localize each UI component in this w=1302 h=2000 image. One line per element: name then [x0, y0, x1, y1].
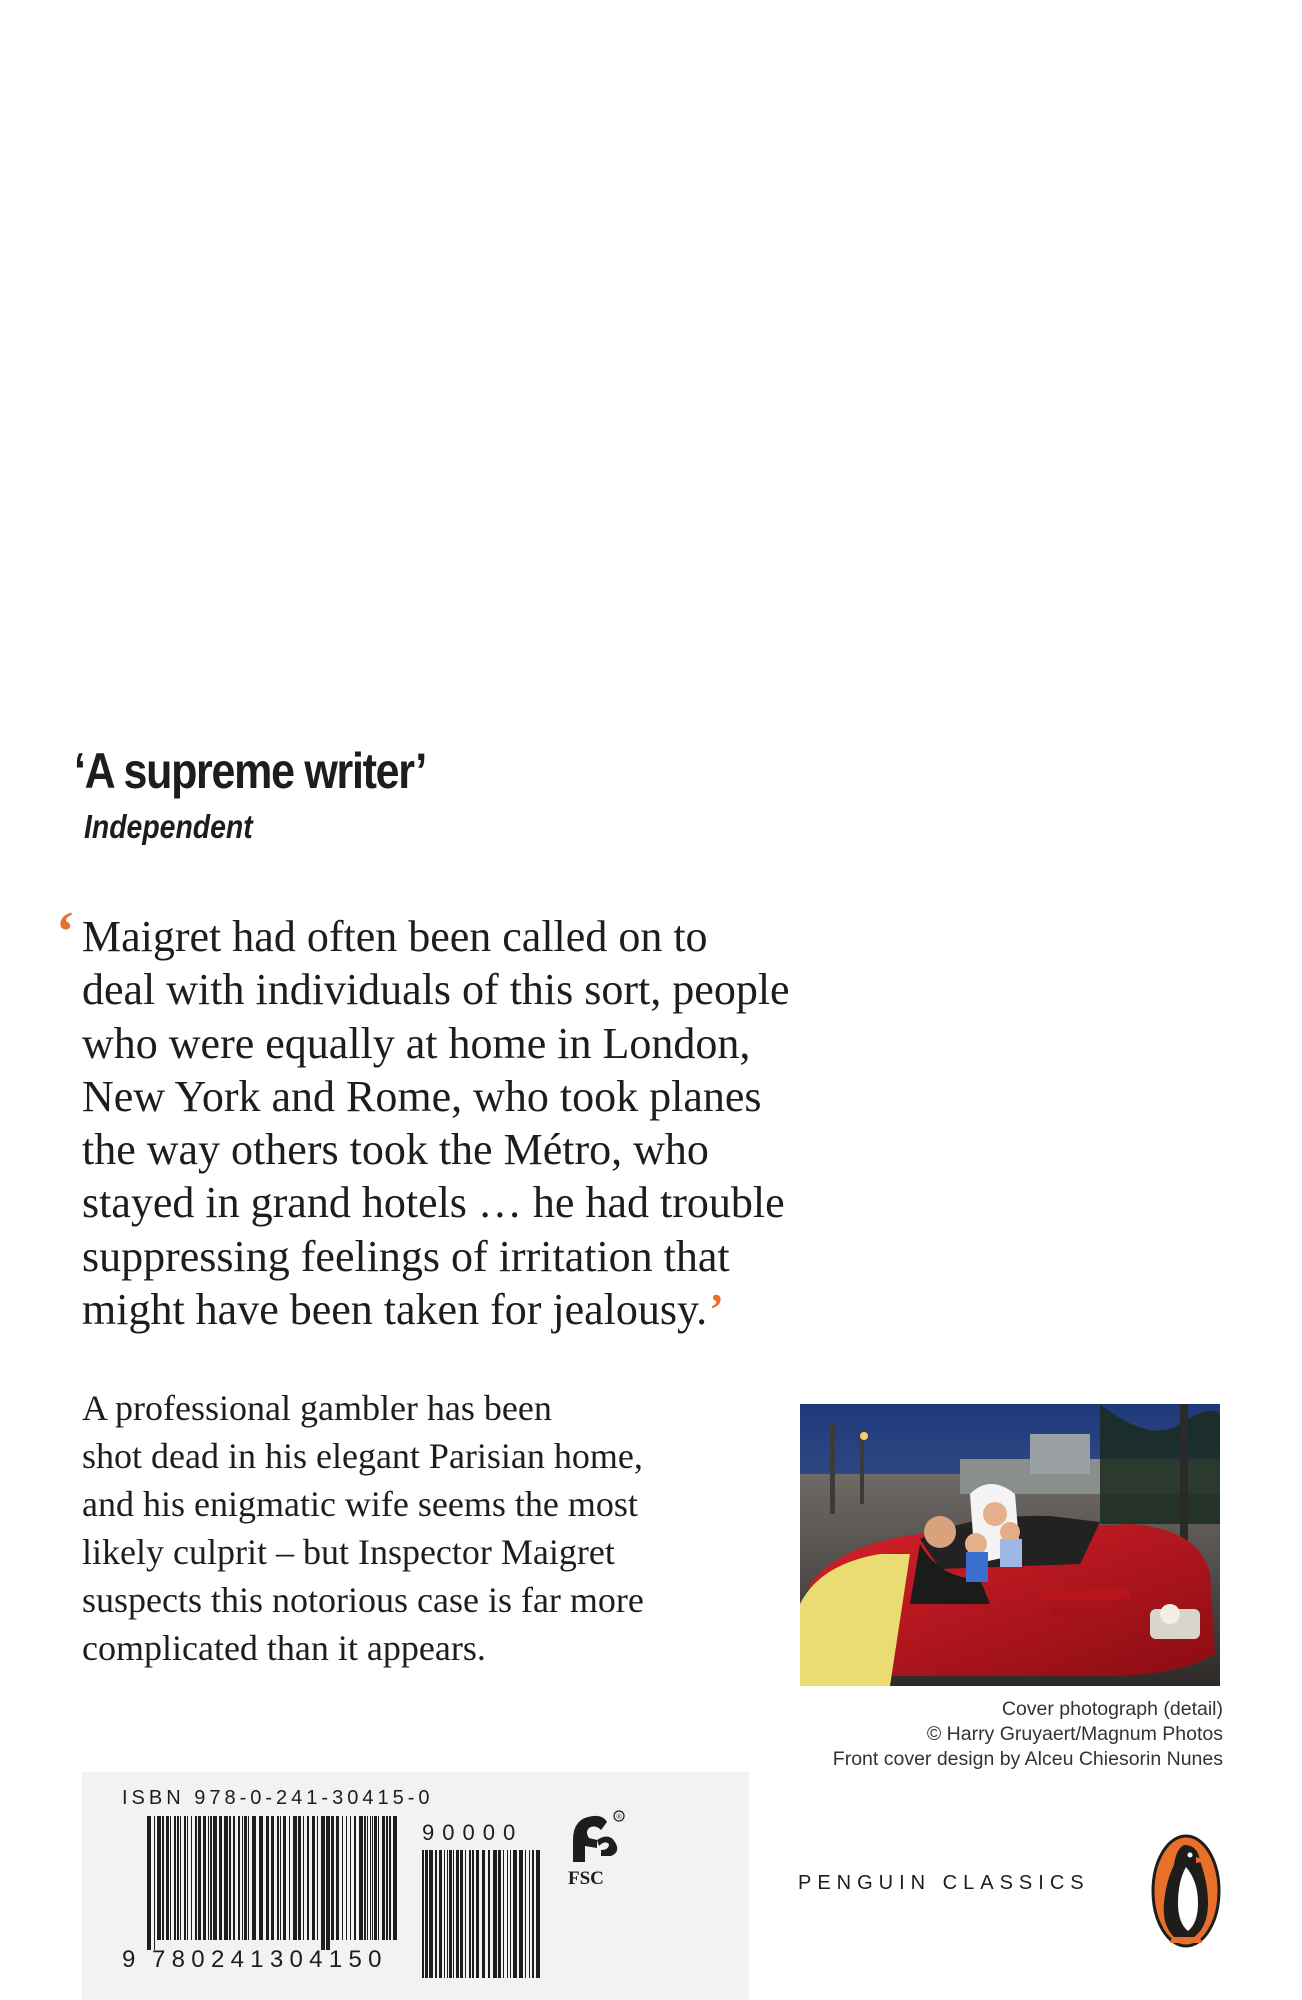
price-bar	[447, 1850, 448, 1978]
barcode-bar	[326, 1816, 330, 1950]
price-bar	[536, 1850, 540, 1978]
barcode-bar	[147, 1816, 151, 1950]
barcode-bar	[203, 1816, 206, 1940]
barcode-bar	[354, 1816, 356, 1940]
barcode-bar	[187, 1816, 188, 1940]
penguin-logo	[1150, 1833, 1222, 1954]
barcode-bar	[307, 1816, 309, 1940]
barcode-bar	[289, 1816, 290, 1940]
excerpt-quote	[56, 901, 902, 1336]
open-quote-mark: ‘	[56, 901, 75, 963]
price-bar	[465, 1850, 466, 1978]
price-bar	[422, 1850, 424, 1978]
excerpt-line-last	[82, 1283, 902, 1336]
barcode-bar	[367, 1816, 368, 1940]
review-source: Independent	[84, 808, 253, 845]
barcode-bar	[359, 1816, 363, 1940]
excerpt-line: stayed in grand hotels … he had trouble	[82, 1178, 785, 1228]
blurb-line: A professional gambler has been	[82, 1388, 552, 1428]
excerpt-line: the way others took the Métro, who	[82, 1125, 709, 1175]
barcode-bar	[191, 1816, 192, 1940]
excerpt-line: who were equally at home in London,	[82, 1018, 751, 1068]
price-bar	[510, 1850, 511, 1978]
price-bar	[503, 1850, 504, 1978]
fsc-registered-mark: ®	[616, 1814, 622, 1821]
price-bar	[460, 1850, 463, 1978]
barcode-bar	[382, 1816, 385, 1940]
barcode-bar	[233, 1816, 235, 1940]
excerpt-line: Maigret had often been called on to	[82, 912, 708, 961]
barcode-bar	[370, 1816, 371, 1940]
barcode-bar	[259, 1816, 263, 1940]
isbn-text: ISBN 978-0-241-30415-0	[122, 1787, 434, 1809]
barcode-bar	[298, 1816, 301, 1940]
barcode-bar	[157, 1816, 161, 1940]
barcode-bar	[266, 1816, 269, 1940]
blurb-line: shot dead in his elegant Parisian home,	[82, 1436, 643, 1476]
barcode-bar	[154, 1816, 155, 1950]
barcode-bar	[208, 1816, 209, 1940]
barcode-bar	[321, 1816, 325, 1950]
price-bar	[532, 1850, 534, 1978]
barcode-bar	[293, 1816, 297, 1940]
blurb-line: likely culprit – but Inspector Maigret	[82, 1532, 615, 1572]
barcode-bar	[244, 1816, 247, 1940]
publisher-imprint: PENGUIN CLASSICS	[798, 1872, 1090, 1894]
barcode-bar	[198, 1816, 201, 1940]
barcode-bar	[195, 1816, 197, 1940]
price-bar	[435, 1850, 437, 1978]
penguin-icon	[1150, 1833, 1222, 1949]
barcode-bar	[350, 1816, 351, 1940]
credit-line: Front cover design by Alceu Chiesorin Nunes	[832, 1748, 1223, 1770]
blurb-line: suspects this notorious case is far more	[82, 1580, 644, 1620]
barcode-bar	[177, 1816, 179, 1940]
price-bar	[449, 1850, 452, 1978]
price-bar	[507, 1850, 508, 1978]
barcode-bar	[378, 1816, 379, 1940]
review-quote: ‘A supreme writer’	[74, 743, 426, 799]
barcode-bar	[162, 1816, 164, 1940]
blurb	[82, 1384, 772, 1672]
price-bar	[513, 1850, 517, 1978]
barcode-bar	[229, 1816, 231, 1940]
price-bar	[476, 1850, 479, 1978]
excerpt-line-text: might have been taken for jealousy.	[82, 1285, 708, 1335]
barcode-bar	[213, 1816, 217, 1940]
cover-photograph	[800, 1404, 1220, 1686]
price-bar	[439, 1850, 442, 1978]
barcode-icon	[147, 1816, 402, 1950]
barcode-bar	[389, 1816, 391, 1940]
barcode-bar	[210, 1816, 212, 1940]
barcode-digits: 780241304150	[152, 1946, 388, 1973]
blurb-line: complicated than it appears.	[82, 1628, 486, 1668]
price-bar	[425, 1850, 428, 1978]
barcode-bar	[271, 1816, 274, 1940]
barcode-panel	[82, 1772, 749, 2000]
barcode-bar	[280, 1816, 281, 1940]
price-bar	[498, 1850, 501, 1978]
excerpt-line: suppressing feelings of irritation that	[82, 1231, 730, 1281]
barcode-bar	[331, 1816, 334, 1940]
fsc-tree-logo-icon	[563, 1810, 629, 1868]
barcode-bar	[283, 1816, 286, 1940]
barcode-bar	[174, 1816, 176, 1940]
excerpt-line: deal with individuals of this sort, people	[82, 965, 790, 1015]
credit-line: Cover photograph (detail)	[1001, 1698, 1223, 1720]
barcode-bar	[364, 1816, 366, 1940]
price-bar	[529, 1850, 530, 1978]
price-bar	[472, 1850, 474, 1978]
barcode-bar	[346, 1816, 347, 1940]
barcode-bar	[393, 1816, 397, 1940]
barcode-bar	[184, 1816, 186, 1940]
price-bar	[456, 1850, 459, 1978]
barcode-bar	[170, 1816, 171, 1940]
barcode-bar	[238, 1816, 240, 1940]
barcode-bar	[303, 1816, 304, 1940]
barcode-bar	[336, 1816, 339, 1940]
credit-line: © Harry Gruyaert/Magnum Photos	[926, 1723, 1223, 1745]
price-bar	[453, 1850, 454, 1978]
price-bar	[482, 1850, 485, 1978]
close-quote-mark: ’	[709, 1285, 724, 1335]
barcode-bar	[242, 1816, 243, 1940]
price-bar	[525, 1850, 526, 1978]
barcode-bar	[180, 1816, 181, 1940]
price-bar	[429, 1850, 433, 1978]
price-barcode-icon	[422, 1850, 542, 1978]
barcode-bar	[342, 1816, 343, 1940]
price-bar	[444, 1850, 445, 1978]
barcode-bar	[277, 1816, 279, 1940]
barcode-bar	[317, 1816, 318, 1940]
price-bar	[488, 1850, 490, 1978]
price-bar	[493, 1850, 497, 1978]
barcode-bar	[386, 1816, 388, 1940]
barcode-bar	[374, 1816, 377, 1940]
price-code: 90000	[422, 1820, 524, 1845]
red-convertible-photo-icon	[800, 1404, 1220, 1686]
barcode-bar	[372, 1816, 373, 1940]
barcode-bar	[166, 1816, 169, 1940]
barcode-lead-digit: 9	[122, 1946, 136, 1973]
blurb-line: and his enigmatic wife seems the most	[82, 1484, 638, 1524]
barcode-bar	[219, 1816, 222, 1940]
barcode-bar	[248, 1816, 249, 1940]
barcode-bar	[312, 1816, 315, 1940]
excerpt-line: New York and Rome, who took planes	[82, 1071, 762, 1121]
price-bar	[469, 1850, 471, 1978]
barcode-bar	[252, 1816, 256, 1940]
fsc-label: FSC	[568, 1868, 604, 1889]
price-bar	[519, 1850, 523, 1978]
cover-credits	[760, 1697, 1223, 1772]
barcode-bar	[224, 1816, 228, 1940]
